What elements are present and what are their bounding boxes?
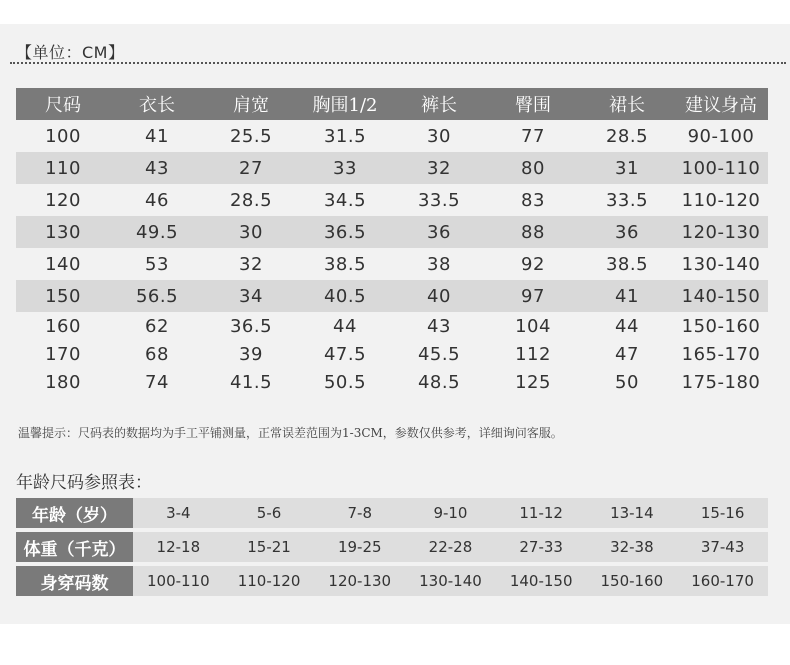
header-height: 建议身高	[674, 88, 768, 120]
table-cell: 53	[145, 253, 169, 275]
wear-size-row	[16, 566, 768, 596]
wear-size-row-label: 身穿码数	[16, 566, 133, 596]
table-cell: 12-18	[133, 532, 224, 562]
table-row	[16, 340, 768, 368]
table-cell: 15-21	[224, 532, 315, 562]
table-cell: 27	[204, 152, 298, 184]
header-pants-length: 裤长	[392, 88, 486, 120]
table-cell: 41.5	[229, 371, 273, 393]
table-cell: 50.5	[323, 371, 367, 393]
table-row	[16, 312, 768, 340]
table-cell: 40	[392, 280, 486, 312]
table-cell: 41	[580, 280, 674, 312]
table-cell: 150-160	[681, 315, 761, 337]
age-table-title: 年龄尺码参照表：	[16, 473, 152, 493]
table-cell: 97	[486, 280, 580, 312]
table-cell: 49.5	[110, 216, 204, 248]
table-cell: 11-12	[496, 498, 587, 528]
table-cell: 32-38	[587, 532, 678, 562]
table-cell: 50	[615, 371, 639, 393]
table-cell: 13-14	[587, 498, 678, 528]
table-cell: 40.5	[298, 280, 392, 312]
table-cell: 30	[427, 125, 451, 147]
table-cell: 175-180	[681, 371, 761, 393]
table-cell: 33.5	[417, 189, 461, 211]
table-cell: 34.5	[323, 189, 367, 211]
table-cell: 31	[580, 152, 674, 184]
table-cell: 41	[145, 125, 169, 147]
table-cell: 88	[486, 216, 580, 248]
table-cell: 120-130	[674, 216, 768, 248]
age-size-table	[16, 494, 768, 600]
table-cell: 5-6	[224, 498, 315, 528]
table-cell: 74	[145, 371, 169, 393]
size-table-header	[16, 88, 768, 120]
table-cell: 44	[615, 315, 639, 337]
table-cell: 160-170	[677, 566, 768, 596]
table-cell: 56.5	[110, 280, 204, 312]
table-cell: 44	[333, 315, 357, 337]
table-cell: 31.5	[323, 125, 367, 147]
table-cell: 19-25	[314, 532, 405, 562]
table-cell: 110-120	[681, 189, 761, 211]
table-cell: 110	[16, 152, 110, 184]
table-cell: 32	[239, 253, 263, 275]
table-cell: 110-120	[224, 566, 315, 596]
unit-label: 【单位：CM】	[16, 43, 125, 62]
table-cell: 37-43	[677, 532, 768, 562]
table-cell: 120	[45, 189, 81, 211]
table-cell: 100-110	[674, 152, 768, 184]
table-cell: 140	[45, 253, 81, 275]
table-cell: 45.5	[417, 343, 461, 365]
table-cell: 30	[204, 216, 298, 248]
table-cell: 104	[515, 315, 551, 337]
header-length: 衣长	[110, 88, 204, 120]
table-cell: 100-110	[133, 566, 224, 596]
table-cell: 62	[145, 315, 169, 337]
table-cell: 28.5	[605, 125, 649, 147]
weight-row-label: 体重（千克）	[16, 532, 133, 562]
table-cell: 83	[521, 189, 545, 211]
table-cell: 22-28	[405, 532, 496, 562]
table-cell: 77	[521, 125, 545, 147]
table-cell: 15-16	[677, 498, 768, 528]
table-cell: 36.5	[229, 315, 273, 337]
table-cell: 32	[392, 152, 486, 184]
header-half-chest: 胸围1/2	[298, 88, 392, 120]
dotted-divider	[10, 62, 786, 64]
header-size: 尺码	[16, 88, 110, 120]
size-table	[16, 88, 768, 396]
table-row	[16, 152, 768, 184]
table-cell: 140-150	[674, 280, 768, 312]
table-cell: 43	[110, 152, 204, 184]
table-cell: 28.5	[229, 189, 273, 211]
table-cell: 170	[45, 343, 81, 365]
table-cell: 100	[45, 125, 81, 147]
table-cell: 165-170	[681, 343, 761, 365]
table-row	[16, 248, 768, 280]
table-cell: 33.5	[605, 189, 649, 211]
table-cell: 180	[45, 371, 81, 393]
table-cell: 7-8	[314, 498, 405, 528]
table-cell: 160	[45, 315, 81, 337]
table-row	[16, 184, 768, 216]
table-cell: 47.5	[323, 343, 367, 365]
table-cell: 25.5	[229, 125, 273, 147]
table-cell: 38.5	[323, 253, 367, 275]
table-row	[16, 120, 768, 152]
table-cell: 38.5	[605, 253, 649, 275]
table-cell: 120-130	[314, 566, 405, 596]
table-cell: 27-33	[496, 532, 587, 562]
header-skirt-length: 裙长	[580, 88, 674, 120]
table-cell: 48.5	[417, 371, 461, 393]
table-cell: 33	[298, 152, 392, 184]
table-cell: 130	[16, 216, 110, 248]
table-cell: 112	[515, 343, 551, 365]
table-cell: 68	[145, 343, 169, 365]
measurement-tip: 温馨提示：尺码表的数据均为手工平铺测量，正常误差范围为1-3CM，参数仅供参考，详细询问客服。	[18, 426, 563, 440]
table-cell: 125	[515, 371, 551, 393]
table-cell: 80	[486, 152, 580, 184]
table-cell: 130-140	[681, 253, 761, 275]
table-cell: 34	[204, 280, 298, 312]
table-cell: 38	[427, 253, 451, 275]
table-cell: 130-140	[405, 566, 496, 596]
table-cell: 140-150	[496, 566, 587, 596]
header-hip: 臀围	[486, 88, 580, 120]
table-cell: 47	[615, 343, 639, 365]
table-row	[16, 216, 768, 248]
table-cell: 43	[427, 315, 451, 337]
weight-row	[16, 532, 768, 562]
header-shoulder: 肩宽	[204, 88, 298, 120]
table-cell: 92	[521, 253, 545, 275]
table-cell: 90-100	[687, 125, 755, 147]
table-cell: 150-160	[587, 566, 678, 596]
age-row-label: 年龄（岁）	[16, 498, 133, 528]
table-cell: 36.5	[298, 216, 392, 248]
table-cell: 36	[392, 216, 486, 248]
table-cell: 39	[239, 343, 263, 365]
age-row	[16, 498, 768, 528]
table-cell: 46	[145, 189, 169, 211]
table-row	[16, 280, 768, 312]
table-cell: 3-4	[133, 498, 224, 528]
table-cell: 150	[16, 280, 110, 312]
table-cell: 9-10	[405, 498, 496, 528]
table-row	[16, 368, 768, 396]
table-cell: 36	[580, 216, 674, 248]
